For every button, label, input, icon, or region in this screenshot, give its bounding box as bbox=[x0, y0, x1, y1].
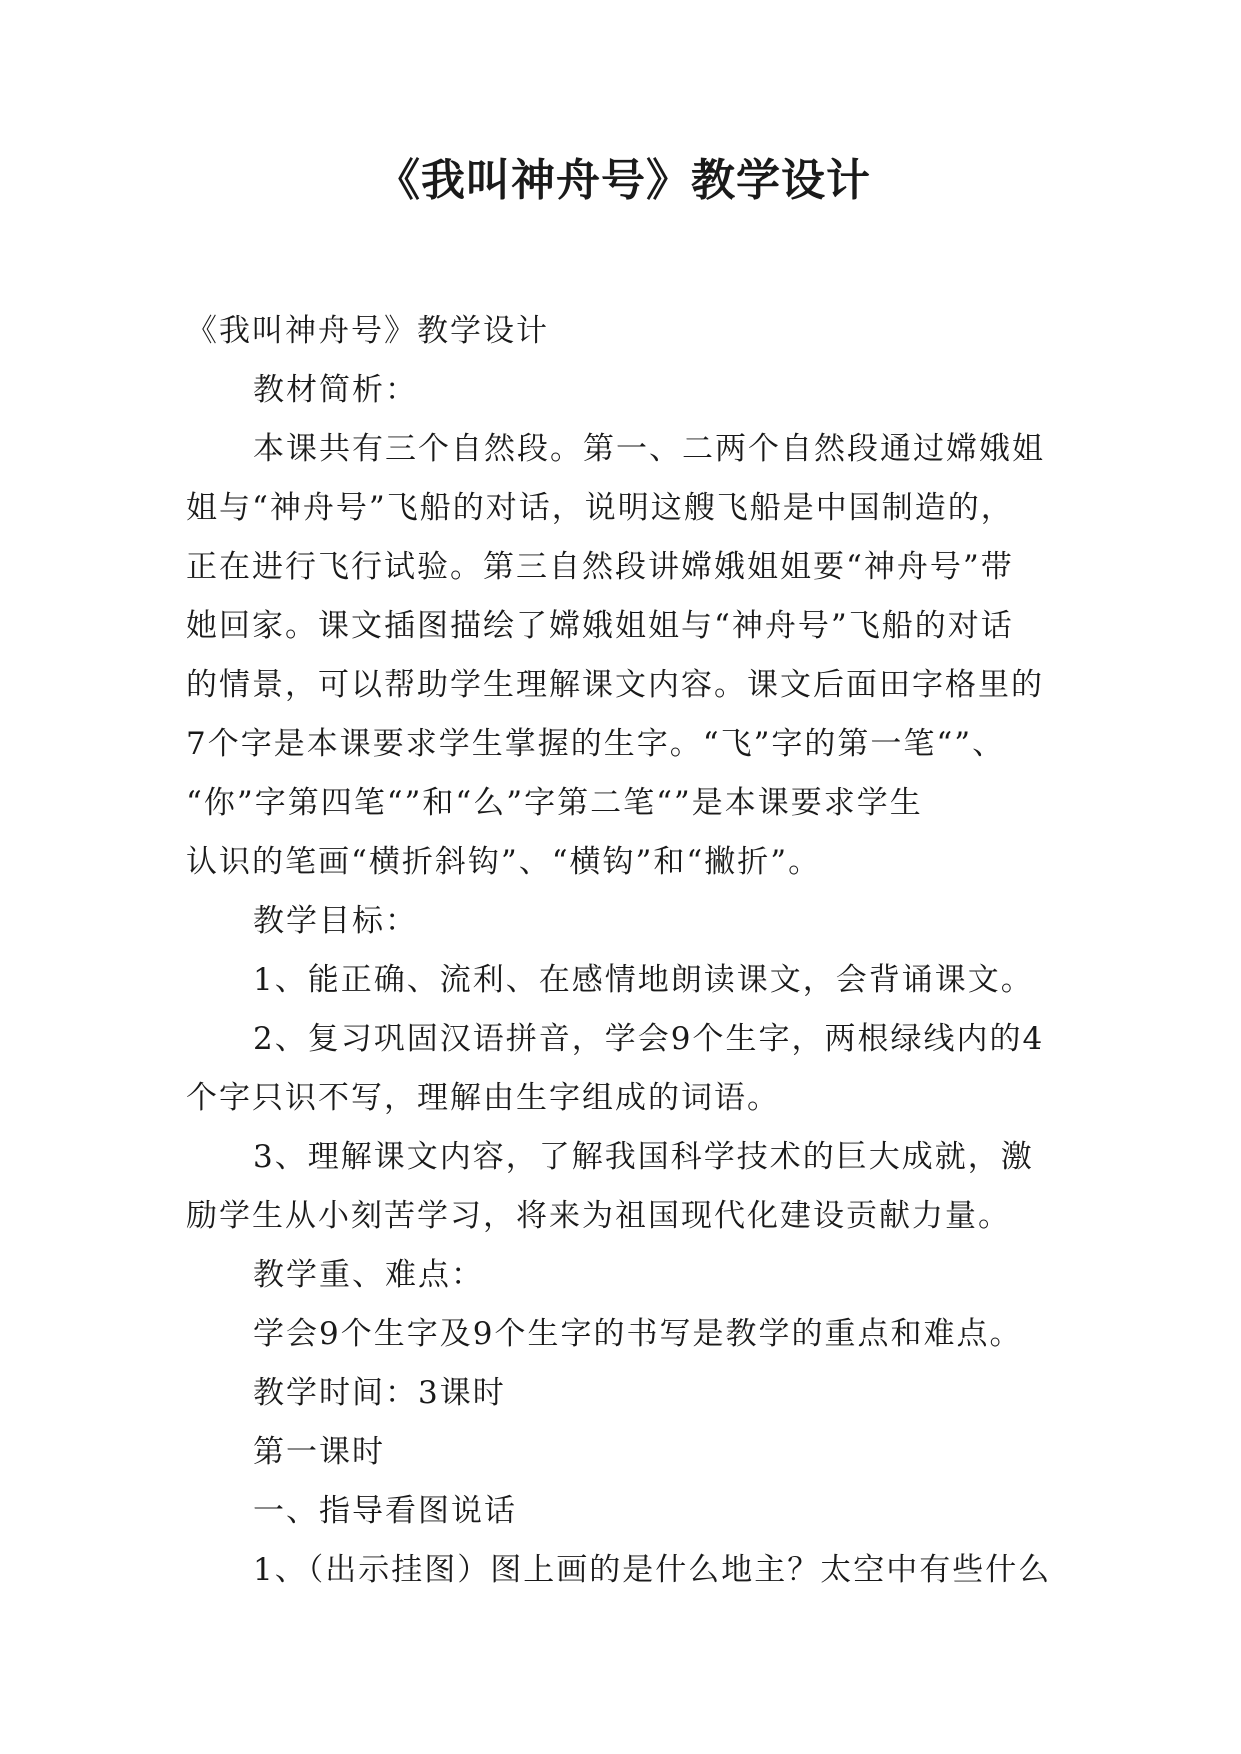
text-line: 学会9个生字及9个生字的书写是教学的重点和难点。 bbox=[253, 1316, 1023, 1352]
text-line: 她回家。课文插图描绘了嫦娥姐姐与“神舟号”飞船的对话 bbox=[186, 608, 1014, 644]
text-line: 《我叫神舟号》教学设计 bbox=[186, 313, 549, 349]
text-line: 1、能正确、流利、在感情地朗读课文，会背诵课文。 bbox=[253, 962, 1034, 998]
text-line: 正在进行飞行试验。第三自然段讲嫦娥姐姐要“神舟号”带 bbox=[186, 549, 1014, 585]
text-line: 教学时间：3课时 bbox=[253, 1375, 506, 1411]
text-line: 的情景，可以帮助学生理解课文内容。课文后面田字格里的 bbox=[186, 667, 1044, 703]
text-line: 认识的笔画“横折斜钩”、“横钩”和“撇折”。 bbox=[186, 844, 822, 880]
document-title: 《我叫神舟号》教学设计 bbox=[376, 155, 871, 206]
text-line: 励学生从小刻苦学习，将来为祖国现代化建设贡献力量。 bbox=[186, 1198, 1011, 1234]
text-line: 第一课时 bbox=[253, 1434, 385, 1470]
text-line: 7个字是本课要求学生掌握的生字。“飞”字的第一笔“”、 bbox=[186, 726, 1006, 762]
text-line: 个字只识不写，理解由生字组成的词语。 bbox=[186, 1080, 780, 1116]
text-line: 本课共有三个自然段。第一、二两个自然段通过嫦娥姐 bbox=[253, 431, 1045, 467]
text-line: 2、复习巩固汉语拼音，学会9个生字，两根绿线内的4 bbox=[253, 1021, 1045, 1057]
text-line: 教学重、难点： bbox=[253, 1257, 484, 1293]
text-line: 教材简析： bbox=[253, 372, 418, 408]
text-line: “你”字第四笔“”和“么”字第二笔“”是本课要求学生 bbox=[186, 785, 923, 821]
text-line: 3、理解课文内容，了解我国科学技术的巨大成就，激 bbox=[253, 1139, 1034, 1175]
document-body bbox=[186, 302, 1061, 1600]
text-line: 姐与“神舟号”飞船的对话，说明这艘飞船是中国制造的， bbox=[186, 490, 1014, 526]
text-line: 1、（出示挂图）图上画的是什么地主？太空中有些什么 bbox=[253, 1552, 1052, 1588]
text-line: 一、指导看图说话 bbox=[253, 1493, 517, 1529]
text-line: 教学目标： bbox=[253, 903, 418, 939]
